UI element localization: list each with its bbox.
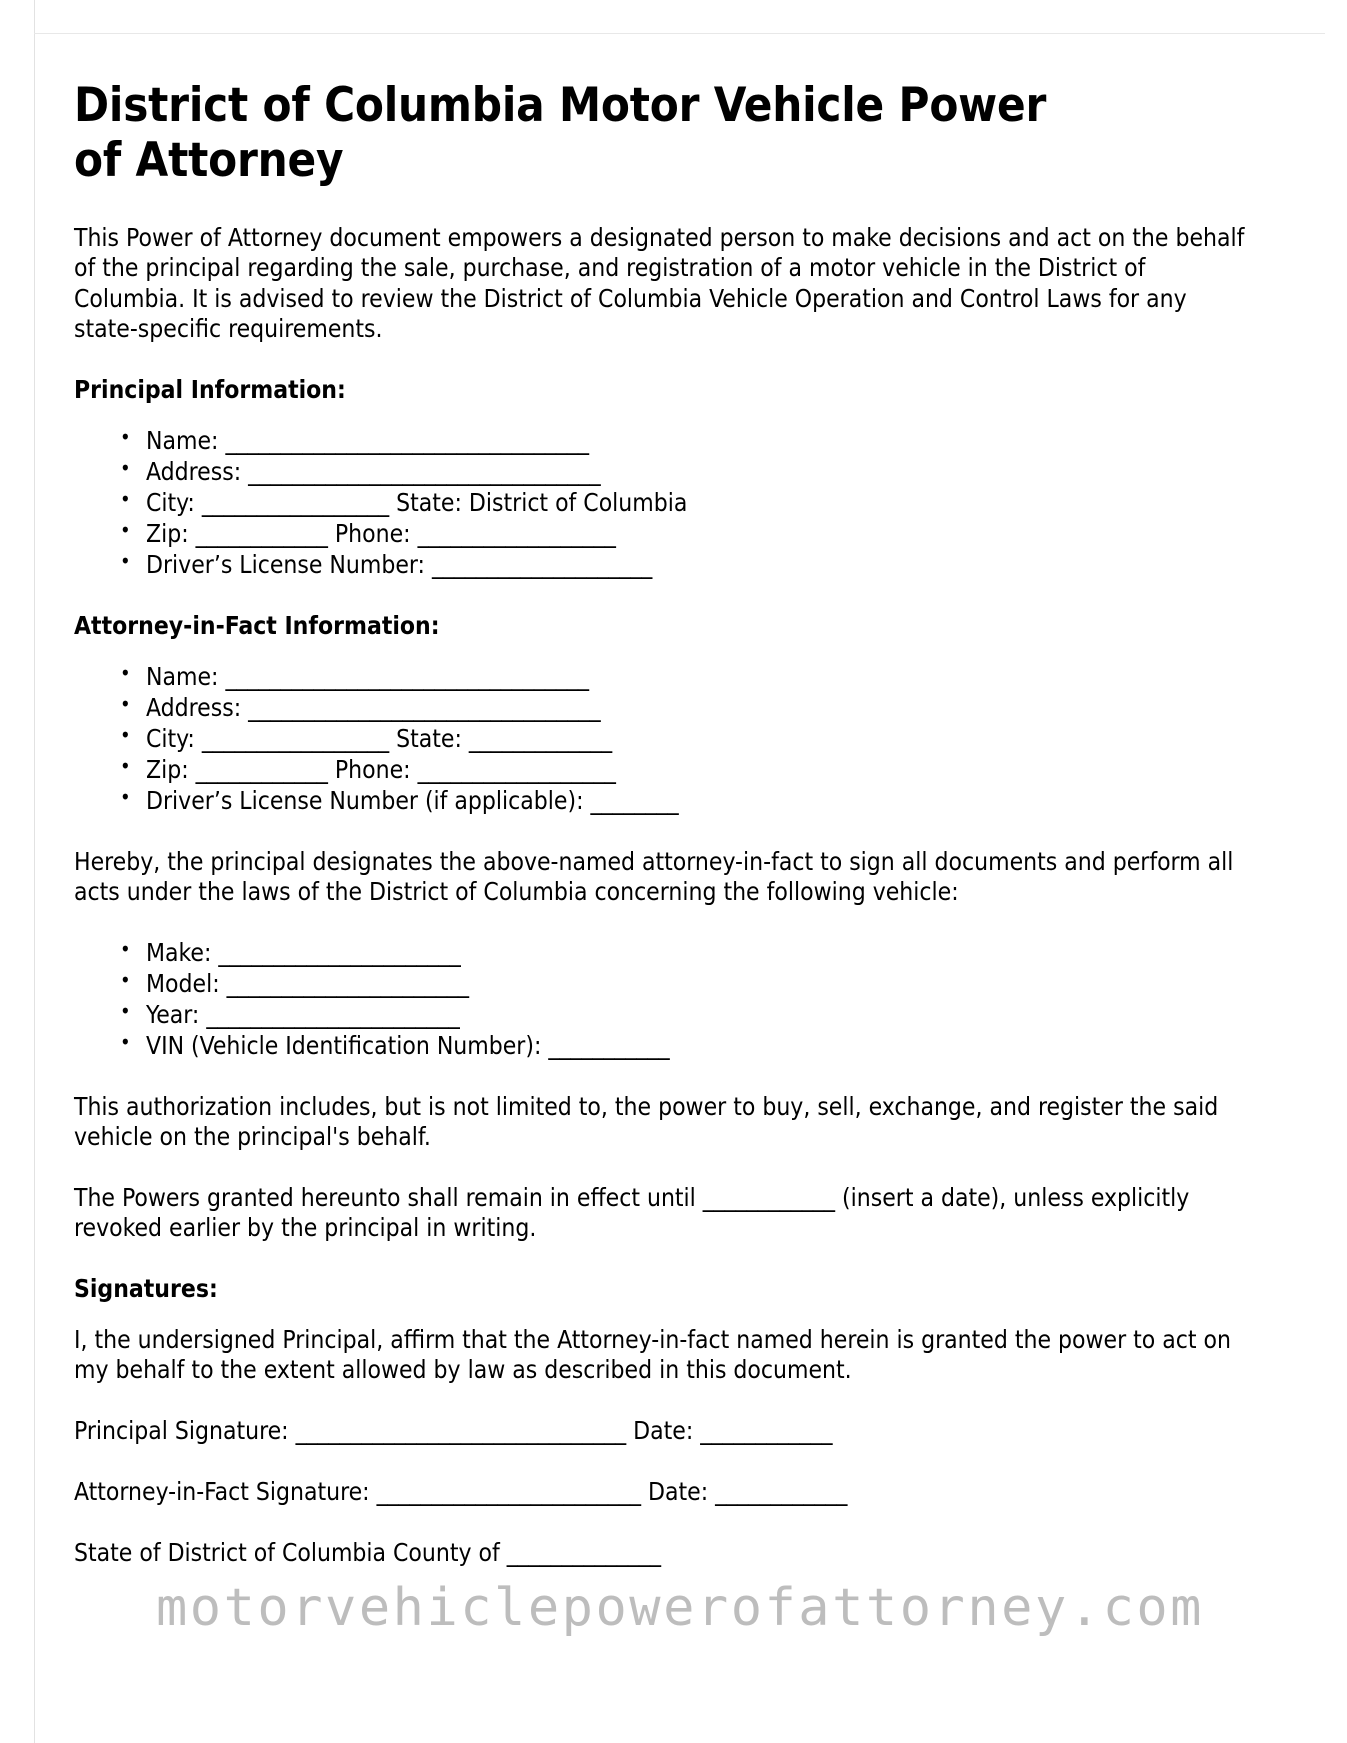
attorney-in-fact-information-fields — [74, 662, 1259, 817]
field-principal-drivers-license: • Driver’s License Number: ____________________ — [114, 550, 1259, 581]
document-content — [74, 78, 1259, 1568]
field-vehicle-vin: • VIN (Vehicle Identification Number): ___________ — [114, 1031, 1259, 1062]
page-title: District of Columbia Motor Vehicle Power of Attorney — [74, 78, 1047, 189]
field-attorney-address: • Address: ________________________________ — [114, 693, 1259, 724]
authorization-paragraph: This authorization includes, but is not limited to, the power to buy, sell, exchange, and register the said vehicle on the principal's behalf. — [74, 1091, 1219, 1152]
principal-information-heading: Principal Information: — [74, 374, 346, 404]
field-vehicle-make: • Make: ______________________ — [114, 938, 1259, 969]
signatures-heading: Signatures: — [74, 1273, 218, 1303]
field-principal-city-state: • City: _________________ State: District of Columbia — [114, 488, 1259, 519]
field-vehicle-model: • Model: ______________________ — [114, 969, 1259, 1000]
designation-paragraph: Hereby, the principal designates the above-named attorney-in-fact to sign all documents and perform all acts under the laws of the District of Columbia concerning the following vehicle: — [74, 846, 1234, 907]
field-principal-zip-phone: • Zip: ____________ Phone: __________________ — [114, 519, 1259, 550]
attorney-in-fact-signature-line: Attorney-in-Fact Signature: ________________________ Date: ____________ — [74, 1477, 848, 1507]
field-principal-address: • Address: ________________________________ — [114, 457, 1259, 488]
field-attorney-name: • Name: _________________________________ — [114, 662, 1259, 693]
principal-signature-line: Principal Signature: ______________________________ Date: ____________ — [74, 1415, 833, 1445]
vehicle-information-fields — [74, 938, 1259, 1062]
site-watermark: motorvehiclepowerofattorney.com — [155, 1578, 1204, 1638]
duration-paragraph: The Powers granted hereunto shall remain in effect until ____________ (insert a date), unless explicitly revoked earlier by the principal in writing. — [74, 1182, 1190, 1243]
field-attorney-city-state: • City: _________________ State: _____________ — [114, 724, 1259, 755]
attorney-in-fact-information-heading: Attorney-in-Fact Information: — [74, 610, 440, 640]
field-vehicle-year: • Year: _______________________ — [114, 1000, 1259, 1031]
field-principal-name: • Name: _________________________________ — [114, 426, 1259, 457]
page-edge-left — [34, 0, 35, 1743]
state-county-line: State of District of Columbia County of ______________ — [74, 1538, 662, 1568]
field-attorney-drivers-license: • Driver’s License Number (if applicable): ________ — [114, 786, 1259, 817]
affirmation-paragraph: I, the undersigned Principal, affirm that the Attorney-in-fact named herein is granted the power to act on my behalf to the extent allowed by law as described in this document. — [74, 1324, 1231, 1385]
page-edge-top — [34, 33, 1325, 34]
field-attorney-zip-phone: • Zip: ____________ Phone: __________________ — [114, 755, 1259, 786]
principal-information-fields — [74, 426, 1259, 581]
intro-paragraph: This Power of Attorney document empowers a designated person to make decisions and act on the behalf of the principal regarding the sale, purchase, and registration of a motor vehicle in the District of Columbia. It is advised to review the District of Columbia Vehicle Operation and Control Laws for any state-specific requirements. — [74, 222, 1245, 344]
